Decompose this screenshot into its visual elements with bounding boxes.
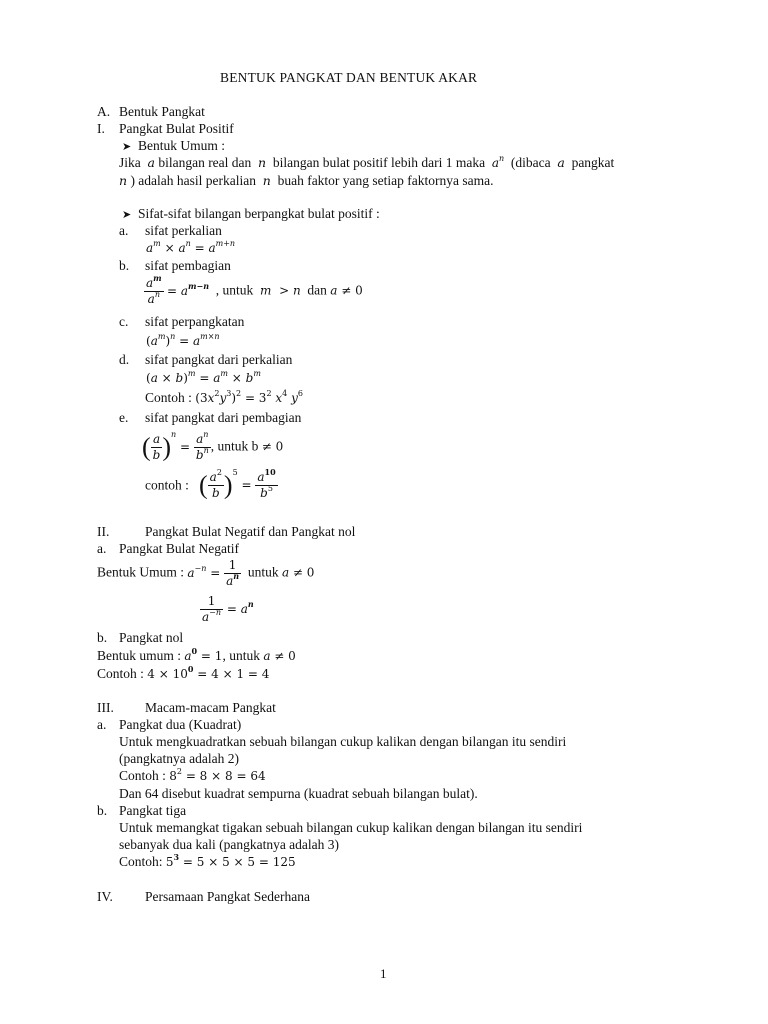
section-4-heading: Persamaan Pangkat Sederhana: [145, 889, 310, 904]
formula-perpangkatan: $(a^m)^n = a^{m\times n}$: [146, 332, 220, 348]
text: , untuk: [215, 282, 254, 298]
var-n: n: [262, 173, 271, 188]
item-a-number: a.: [119, 223, 129, 238]
bullet-bentuk-umum: [122, 138, 225, 155]
formula-perkalian: $a^m \times a^n = a^{m+n}$: [146, 239, 236, 255]
text: bilangan bulat positif lebih dari 1 maka: [272, 155, 486, 170]
section-3-heading: Macam-macam Pangkat: [145, 700, 276, 715]
formula-negatif-2: $\frac{1}{a^{-n}}$ = $a^n$: [202, 594, 254, 624]
item-2b-number: b.: [97, 630, 108, 645]
section-1-heading: Pangkat Bulat Positif: [119, 121, 234, 136]
text: Contoh:: [119, 854, 163, 869]
text: (dibaca: [510, 155, 551, 170]
var-n: n: [119, 173, 128, 188]
text: bilangan real dan: [158, 155, 252, 170]
arrow-bullet-icon: ➤: [122, 209, 132, 221]
item-d-label: sifat pangkat dari perkalian: [145, 352, 293, 367]
text: Jika: [119, 155, 141, 170]
item-2a-label: Pangkat Bulat Negatif: [119, 541, 239, 556]
section-a-heading: Bentuk Pangkat: [119, 104, 205, 119]
example-tiga: Contoh: $5^3 = 5 \times 5 \times 5 = 125$: [119, 852, 296, 869]
formula-pembagian: $\frac{a^m}{a^n}$ = $a^{m-n}$ , untuk m > n dan a ≠ 0: [146, 273, 363, 306]
section-2-heading: Pangkat Bulat Negatif dan Pangkat nol: [145, 524, 356, 539]
bullet-sifat: [122, 206, 380, 223]
formula-pangkat-pembagian: ( $\frac{a}{b}$ )$^n$ = $\frac{a^n}{b^n}$ , untuk b ≠ 0: [142, 429, 284, 462]
definition-line-2: [119, 173, 494, 189]
item-2a-number: a.: [97, 541, 107, 556]
tiga-desc-1: Untuk memangkat tigakan sebuah bilangan cukup kalikan dengan bilangan itu sendiri: [119, 820, 583, 835]
section-a-number: A.: [97, 104, 111, 119]
section-2-number: II.: [97, 524, 110, 539]
item-e-number: e.: [119, 410, 129, 425]
text: pangkat: [571, 155, 615, 170]
kuadrat-desc-1: Untuk mengkuadratkan sebuah bilangan cukup kalikan dengan bilangan itu sendiri: [119, 734, 567, 749]
text: Contoh :: [145, 390, 192, 405]
kuadrat-desc-2: (pangkatnya adalah 2): [119, 751, 239, 766]
example-kuadrat: Contoh : $8^2 = 8 \times 8 = 64$: [119, 767, 266, 783]
item-3b-number: b.: [97, 803, 108, 818]
item-e-label: sifat pangkat dari pembagian: [145, 410, 302, 425]
item-3b-label: Pangkat tiga: [119, 803, 187, 818]
arrow-bullet-icon: ➤: [122, 141, 132, 153]
expr-a-pow-n: $a^n$: [491, 154, 505, 170]
definition-line-1: [119, 155, 614, 171]
bullet-label: Sifat-sifat bilangan berpangkat bulat positif :: [137, 206, 380, 221]
text: buah faktor yang setiap faktornya sama.: [277, 173, 494, 188]
page-title: BENTUK PANGKAT DAN BENTUK AKAR: [220, 70, 478, 85]
tiga-desc-2: sebanyak dua kali (pangkatnya adalah 3): [119, 837, 340, 852]
text: Bentuk umum :: [97, 648, 181, 663]
section-3-number: III.: [97, 700, 114, 715]
text: , untuk b: [210, 438, 259, 454]
item-b-number: b.: [119, 258, 130, 273]
text: contoh :: [145, 477, 189, 493]
var-a: a: [147, 155, 155, 170]
text: Bentuk Umum :: [97, 564, 184, 580]
formula-negatif: Bentuk Umum : $a^{-n}$ = $\frac{1}{a^n}$ untuk a ≠ 0: [97, 558, 315, 588]
item-3a-label: Pangkat dua (Kuadrat): [119, 717, 242, 732]
item-2b-label: Pangkat nol: [119, 630, 184, 645]
section-1-number: I.: [97, 121, 105, 136]
text: dan: [307, 282, 327, 298]
text: , untuk: [222, 648, 260, 663]
page-number: 1: [380, 966, 387, 981]
example-d: Contoh : $(3x^2y^3)^2 = 3^2$ $x^4$ $y^6$: [145, 389, 303, 405]
text: Contoh :: [119, 768, 166, 783]
item-d-number: d.: [119, 352, 130, 367]
var-n: n: [258, 155, 267, 170]
example-e: contoh : ( $\frac{a^2}{b}$ )$^5$ = $\frac{a^{10}}{b^5}$: [145, 467, 276, 500]
item-c-label: sifat perpangkatan: [145, 314, 245, 329]
text: Contoh :: [97, 666, 144, 681]
example-nol: Contoh : $4 \times 10^0 = 4 \times 1 = 4$: [97, 664, 270, 681]
item-b-label: sifat pembagian: [145, 258, 231, 273]
item-a-label: sifat perkalian: [145, 223, 222, 238]
fraction: $\frac{a^m}{a^n}$: [146, 273, 162, 306]
var-a: a: [557, 155, 565, 170]
formula-nol: Bentuk umum : $a^0 = 1$, untuk a ≠ 0: [97, 646, 296, 663]
text: ) adalah hasil perkalian: [130, 173, 257, 188]
item-3a-number: a.: [97, 717, 107, 732]
text: untuk: [247, 564, 279, 580]
item-c-number: c.: [119, 314, 129, 329]
bullet-label: Bentuk Umum :: [137, 138, 225, 153]
kuadrat-desc-3: Dan 64 disebut kuadrat sempurna (kuadrat sebuah bilangan bulat).: [119, 786, 478, 801]
section-4-number: IV.: [97, 889, 113, 904]
formula-pangkat-perkalian: $(a \times b)^m = a^m \times b^m$: [146, 369, 261, 385]
